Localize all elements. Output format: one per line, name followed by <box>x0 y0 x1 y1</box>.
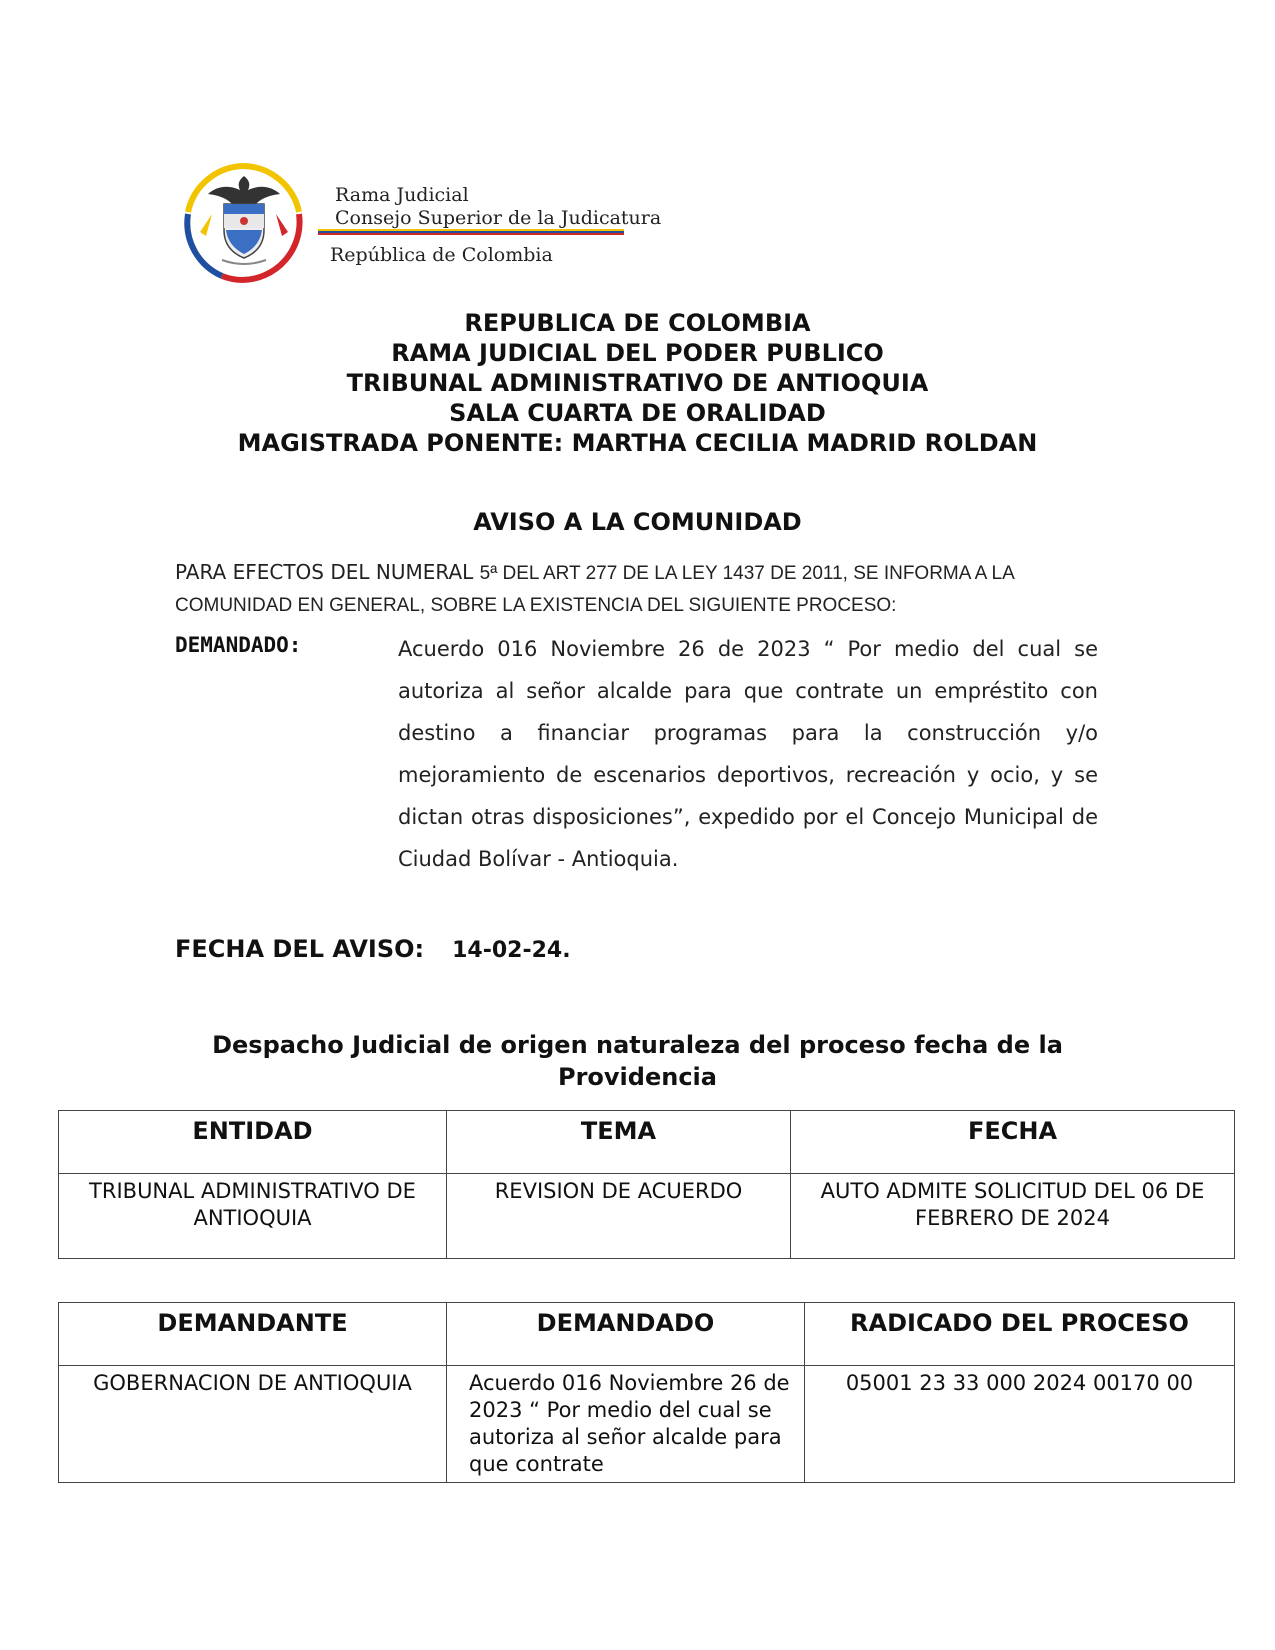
header-line: MAGISTRADA PONENTE: MARTHA CECILIA MADRID ROLDAN <box>237 429 1038 457</box>
table-cell: TRIBUNAL ADMINISTRATIVO DE ANTIOQUIA <box>59 1174 447 1259</box>
proceso-table <box>58 1302 1235 1483</box>
fecha-aviso-value: 14-02-24. <box>452 938 571 963</box>
table-cell: Acuerdo 016 Noviembre 26 de 2023 “ Por medio del cual se autoriza al señor alcalde para que contrate <box>447 1366 805 1483</box>
logo-line-republica: República de Colombia <box>330 244 553 266</box>
table-row <box>59 1174 1235 1259</box>
fecha-aviso <box>175 935 571 963</box>
table-header-row <box>59 1111 1235 1174</box>
header-line: SALA CUARTA DE ORALIDAD <box>449 399 826 427</box>
table-cell: 05001 23 33 000 2024 00170 00 <box>805 1366 1235 1483</box>
table-cell: REVISION DE ACUERDO <box>447 1174 791 1259</box>
despacho-title-line: Providencia <box>558 1063 717 1091</box>
coat-of-arms-icon <box>187 166 299 280</box>
table-header-cell: TEMA <box>447 1111 791 1174</box>
intro-paragraph <box>175 557 1115 621</box>
table-header-row <box>59 1303 1235 1366</box>
fecha-aviso-label: FECHA DEL AVISO: <box>175 935 425 963</box>
intro-text-b: 5ª DEL ART 277 DE LA LEY 1437 DE 2011, SE INFORMA A LA COMUNIDAD EN GENERAL, SOBRE LA EXISTENCIA DEL SIGUIENTE PROCESO: <box>175 563 1014 616</box>
table-cell: AUTO ADMITE SOLICITUD DEL 06 DE FEBRERO DE 2024 <box>791 1174 1235 1259</box>
table-header-cell: RADICADO DEL PROCESO <box>805 1303 1235 1366</box>
table-header-cell: ENTIDAD <box>59 1111 447 1174</box>
demandado-label: DEMANDADO: <box>175 633 302 657</box>
logo-line-consejo: Consejo Superior de la Judicatura <box>335 207 662 229</box>
notice-title: AVISO A LA COMUNIDAD <box>473 508 802 536</box>
despacho-title-line: Despacho Judicial de origen naturaleza del proceso fecha de la <box>212 1031 1063 1059</box>
table-cell: GOBERNACION DE ANTIOQUIA <box>59 1366 447 1483</box>
despacho-title <box>180 1029 1095 1093</box>
demandado-text: Acuerdo 016 Noviembre 26 de 2023 “ Por medio del cual se autoriza al señor alcalde para que contrate un empréstito con destino a financiar programas para la construcción y/o mejoramiento de escenarios deportivos, recreación y ocio, y se dictan otras disposiciones”, expedido por el Concejo Municipal de Ciudad Bolívar - Antioquia. <box>398 637 1098 871</box>
table-header-cell: FECHA <box>791 1111 1235 1174</box>
document-header <box>0 308 1275 458</box>
header-line: TRIBUNAL ADMINISTRATIVO DE ANTIOQUIA <box>346 369 929 397</box>
table-header-cell: DEMANDADO <box>447 1303 805 1366</box>
header-line: RAMA JUDICIAL DEL PODER PUBLICO <box>391 339 884 367</box>
header-line: REPUBLICA DE COLOMBIA <box>464 309 811 337</box>
table-row <box>59 1366 1235 1483</box>
intro-text-a: PARA EFECTOS DEL NUMERAL <box>175 560 480 584</box>
table-header-cell: DEMANDANTE <box>59 1303 447 1366</box>
logo-line-rama-judicial: Rama Judicial <box>335 184 469 206</box>
entidad-table <box>58 1110 1235 1259</box>
